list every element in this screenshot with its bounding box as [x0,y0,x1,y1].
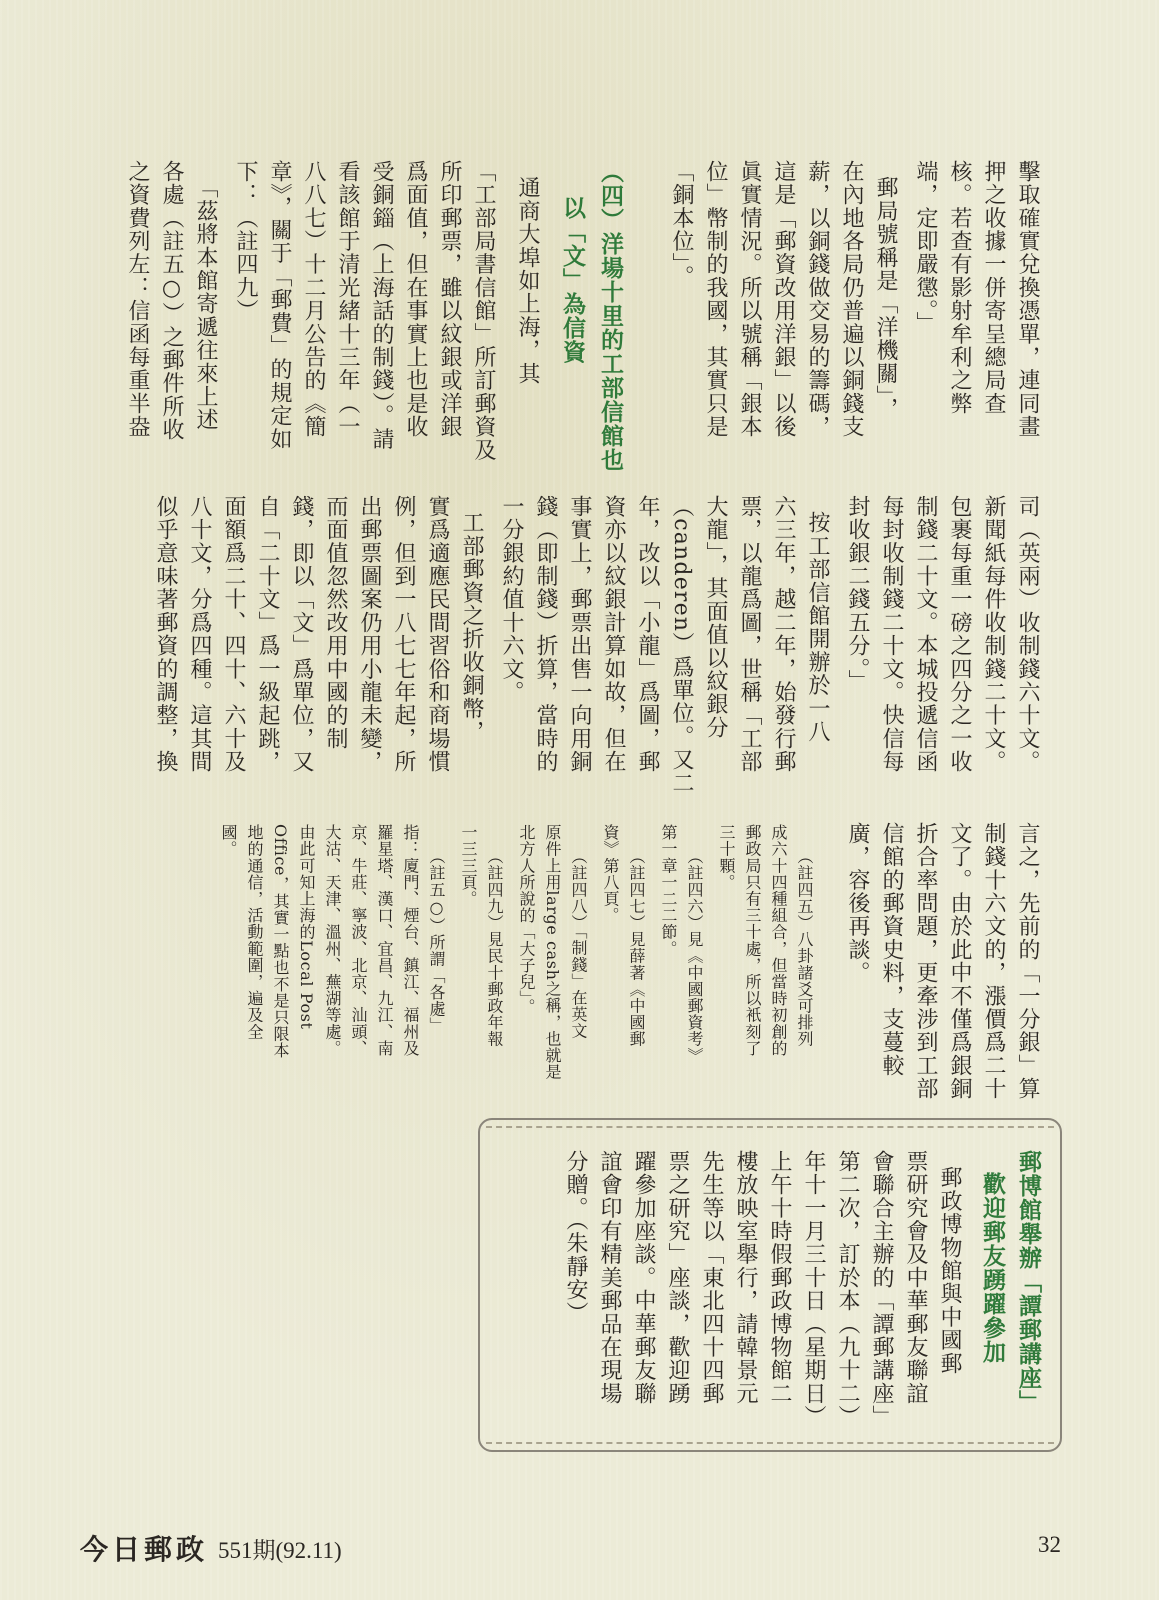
text-column: 折合率問題，更牽涉到工部 [913,822,938,1101]
announcement-text: 年十一月三十日（星期日） [801,1150,826,1429]
text-column: 章》，關于「郵費」的規定如 [267,160,292,451]
text-column: 眞實情況。所以號稱「銀本 [737,160,762,439]
text-column: 薪，以銅錢做交易的籌碼， [805,160,830,439]
text-column: 八十文，分爲四種。這其間 [187,495,212,774]
text-column: 事實上，郵票出售一向用銅 [567,495,592,774]
text-column: 六三年，越二年，始發行郵 [771,495,796,774]
text-column: 位」幣制的我國，其實只是 [703,160,728,439]
text-column: 言之，先前的「一分銀」算 [1015,822,1040,1101]
text-column: 自「二十文」爲一級起跳， [255,495,280,774]
text-column: 錢（即制錢）折算，當時的 [533,495,558,774]
text-column: 「銅本位」。 [669,160,694,289]
text-column: 廣，容後再談。 [845,822,870,985]
text-column: 錢，即以「文」爲單位，又 [289,495,314,774]
text-column: 新聞紙每件收制錢二十文。 [981,495,1006,774]
text-column: 這是「郵資改用洋銀」以後 [771,160,796,439]
footnote-column: 京、牛莊、寧波、北京、汕頭、 [349,824,368,1057]
announcement-text: 樓放映室舉行，請韓景元 [733,1150,758,1406]
text-column: 核。若查有影射牟利之弊 [947,160,972,416]
text-column: 一分銀約值十六文。 [499,495,524,704]
text-column: 在內地各局仍普遍以銅錢支 [839,160,864,439]
footnote-column: 資》第八頁。 [601,824,620,924]
text-column: 票，以龍爲圖，世稱「工部 [737,495,762,774]
footnote-column: 原件上用large cash之稱，也就是 [543,824,562,1081]
footnote-column: 成六十四種組合，但當時初創的 [769,824,788,1057]
announcement-text: 票研究會及中華郵友聯誼 [903,1150,928,1406]
footnote-column: 國。 [219,824,238,858]
footnote-column: 羅星塔、漢口、宜昌、九江、南 [375,824,394,1057]
text-column: 資亦以紋銀計算如故，但在 [601,495,626,774]
footnote-column: （註四六）見《中國郵資考》 [685,848,704,1064]
announcement-heading: 郵博館舉辦「譚郵講座」 [1015,1150,1041,1414]
text-column: （canderen）爲單位。又二 [669,495,694,795]
text-column: 包裹每重一磅之四分之一收 [947,495,972,774]
footnote-column: 地的通信，活動範圍，遍及全 [245,824,264,1040]
text-column: 看該館于清光緒十三年（一 [335,160,360,439]
text-column: 而面值忽然改用中國的制 [323,495,348,751]
section-heading: （四）洋場十里的工部信館也 [597,160,623,472]
announcement-text: 先生等以「東北四十四郵 [699,1150,724,1406]
footnote-column: 指：廈門、煙台、鎮江、福州及 [401,824,420,1057]
text-column: 爲面值，但在事實上也是收 [403,160,428,439]
text-column: 大龍」，其面值以紋銀分 [703,495,728,740]
issue-label: 551期(92.11) [218,1538,342,1563]
footnote-column: （註四九）見民十郵政年報 [485,848,504,1048]
text-column: 押之收據一併寄呈總局查 [981,160,1006,416]
text-column: 制錢十六文的，漲價爲二十 [981,822,1006,1101]
footnote-column: （註五○）所謂「各處」 [427,848,446,1034]
text-column: 封收銀二錢五分。」 [845,495,870,693]
announcement-text: 躍參加座談。中華郵友聯 [631,1150,656,1406]
announcement-text: 票之研究」座談，歡迎踴 [665,1150,690,1406]
magazine-logo: 今日郵政 [80,1533,209,1566]
footnote-column: 郵政局只有三十處，所以衹刻了 [743,824,762,1057]
text-column: 出郵票圖案仍用小龍未變， [357,495,382,774]
text-column: 擊取確實兌換憑單，連同畫 [1015,160,1040,439]
text-column: 八八七）十二月公告的《簡 [301,160,326,439]
footnote-column: 第一章一二二節。 [659,824,678,957]
text-column: 司（英兩）收制錢六十文。 [1015,495,1040,774]
text-column: 實爲適應民間習俗和商場慣 [425,495,450,774]
text-column: 似乎意味著郵資的調整，換 [153,495,178,774]
announcement-text: 誼會印有精美郵品在現場 [597,1150,622,1406]
footnote-column: （註四八）「制錢」在英文 [569,848,588,1040]
text-column: 「茲將本館寄遞往來上述 [193,160,218,432]
text-column: 信館的郵資史料，支蔓較 [879,822,904,1078]
text-column: 面額爲二十、四十、六十及 [221,495,246,774]
footnote-column: （註四七）見薛著《中國郵 [627,848,646,1048]
text-column: 每封收制錢二十文。快信每 [879,495,904,774]
footnote-column: 大沽、天津、溫州、蕪湖等處。 [323,824,342,1057]
text-column: 端，定即嚴懲。」 [913,160,938,335]
text-column: 文了。由於此中不僅爲銀銅 [947,822,972,1101]
announcement-text: 第二次，訂於本（九十二） [835,1150,860,1429]
footnote-column: 由此可知上海的Local Post [297,824,316,1030]
text-column: 制錢二十文。本城投遞信函 [913,495,938,774]
text-column: 各處（註五○）之郵件所收 [159,160,184,442]
footnote-column: 北方人所說的「大子兒」。 [517,824,536,1016]
announcement-text: 分贈。（朱靜安） [563,1150,588,1325]
announcement-text: 上午十時假郵政博物館二 [767,1150,792,1406]
footnote-column: 三十顆。 [717,824,736,891]
text-column: 下：（註四九） [233,160,258,323]
text-column: 按工部信館開辦於一八 [805,495,830,744]
text-column: 「工部局書信館」所訂郵資及 [471,160,496,462]
text-column: 受銅錙（上海話的制錢）。請 [369,160,394,451]
footnote-column: （註四五）八卦諸爻可排列 [795,848,814,1048]
text-column: 所印郵票，雖以紋銀或洋銀 [437,160,462,439]
text-column: 工部郵資之折收銅幣， [459,495,484,744]
page-number: 32 [1038,1532,1061,1557]
footnote-column: 一三三頁。 [459,824,478,907]
text-column: 年，改以「小龍」爲圖，郵 [635,495,660,774]
text-column: 之資費列左：信函每重半盎 [125,160,150,439]
announcement-text: 郵政博物館與中國郵 [937,1150,962,1376]
announcement-subheading: 歡迎郵友踴躍參加 [979,1172,1005,1364]
announcement-text: 會聯合主辦的「譚郵講座」 [869,1150,894,1429]
text-column: 郵局號稱是「洋機關」， [873,160,898,421]
text-column: 通商大埠如上海，其 [515,160,540,386]
footnote-column: Office，其實一點也不是只限本 [271,824,290,1059]
section-heading: 以「文」為信資 [559,196,585,364]
text-column: 例，但到一八七七年起，所 [391,495,416,774]
